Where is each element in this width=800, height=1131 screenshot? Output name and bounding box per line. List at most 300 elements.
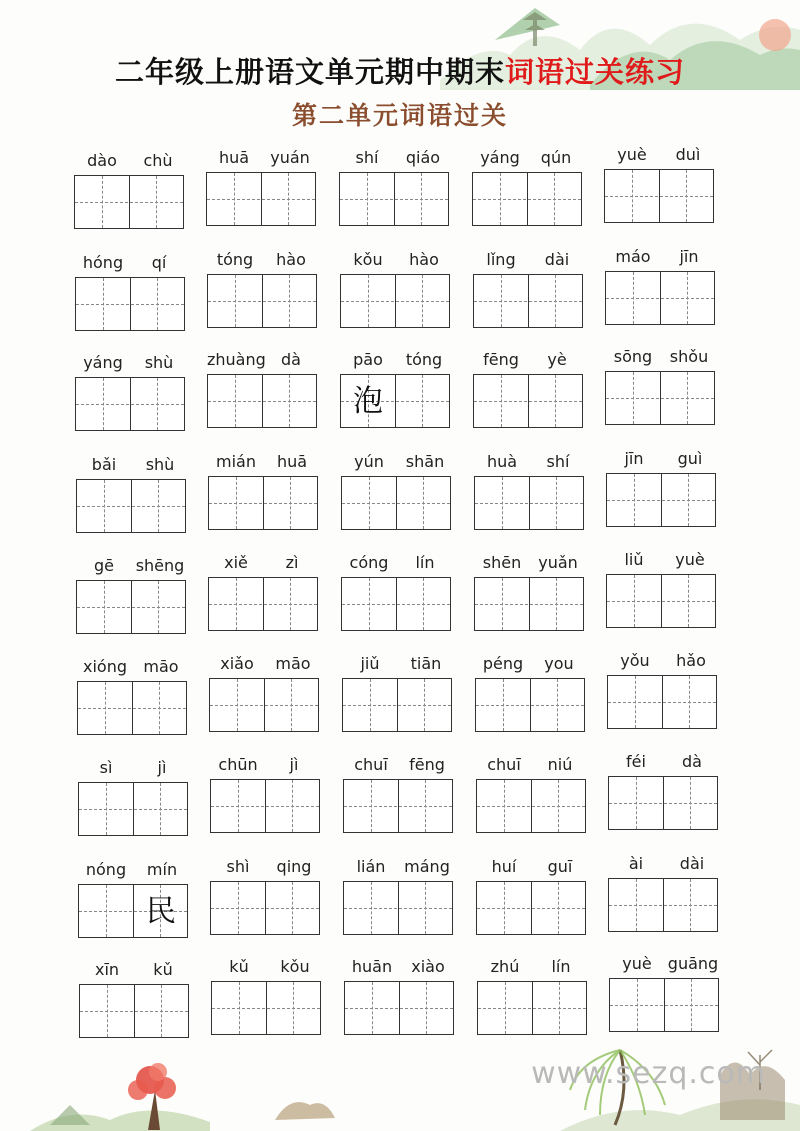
grid-guide-line [236,578,237,630]
pinyin-row [211,957,323,979]
pinyin-row [606,449,718,471]
filled-character: 泡 [353,384,383,419]
pinyin-row [474,452,586,474]
grid-guide-line [289,375,290,427]
word-item [344,957,456,1037]
grid-guide-line [288,173,289,225]
pinyin-syllable: yǒu [620,651,650,670]
grid-guide-line [103,278,104,330]
grid-guide-line [209,503,317,504]
pinyin-row [473,250,585,272]
word-item [341,553,453,633]
pinyin-syllable: bǎi [91,455,117,474]
pinyin-syllable: you [544,654,574,673]
grid-guide-line [239,982,240,1034]
pinyin-syllable: péng [482,654,524,673]
pinyin-syllable: gē [94,556,114,575]
pinyin-syllable: dà [281,350,301,369]
grid-guide-line [370,679,371,731]
word-item [211,957,323,1037]
grid-guide-line [211,908,319,909]
tianzige-writing-box[interactable] [207,274,317,328]
tianzige-writing-box[interactable] [78,782,188,836]
grid-guide-line [367,173,368,225]
pinyin-syllable: mín [146,860,178,879]
pinyin-syllable: shù [144,353,174,372]
pinyin-syllable: shēng [135,556,185,575]
pinyin-syllable: féi [626,752,646,771]
pinyin-syllable: jīn [679,247,699,266]
tianzige-writing-box[interactable] [605,271,715,325]
watermark: www.sezq.com [531,1056,766,1091]
grid-guide-line [687,372,688,424]
grid-guide-line [687,272,688,324]
pinyin-row [476,755,588,777]
pinyin-syllable: xīn [94,960,120,979]
grid-guide-line [77,607,185,608]
pinyin-syllable: pāo [353,350,383,369]
grid-guide-line [344,908,452,909]
grid-guide-line [80,1011,188,1012]
grid-guide-line [425,882,426,934]
word-item [343,857,455,937]
tianzige-writing-box[interactable] [76,580,186,634]
grid-guide-line [635,676,636,728]
tianzige-writing-box[interactable] [474,577,584,631]
word-item [473,250,585,330]
pinyin-syllable: zhú [490,957,520,976]
pinyin-syllable: mián [216,452,256,471]
grid-guide-line [475,604,583,605]
tianzige-writing-box[interactable] [340,374,450,428]
pinyin-row [75,353,187,375]
word-item [477,957,589,1037]
grid-guide-line [292,780,293,832]
word-item [474,452,586,532]
pinyin-syllable: lǐng [486,250,516,269]
grid-guide-line [504,882,505,934]
pinyin-syllable: kǒu [353,250,383,269]
grid-guide-line [634,575,635,627]
grid-guide-line [422,375,423,427]
pinyin-row [340,250,452,272]
pinyin-syllable: jiǔ [360,654,380,673]
word-item [208,553,320,633]
word-item [78,860,190,940]
tianzige-writing-box[interactable] [207,374,317,428]
word-item [74,151,186,231]
grid-guide-line [606,398,714,399]
grid-guide-line [77,506,185,507]
grid-guide-line [690,777,691,829]
tianzige-writing-box[interactable] [341,476,451,530]
tianzige-writing-box[interactable] [473,374,583,428]
grid-guide-line [423,578,424,630]
grid-guide-line [104,480,105,532]
tianzige-writing-box[interactable] [473,274,583,328]
grid-guide-line [290,578,291,630]
pinyin-syllable: shí [546,452,570,471]
grid-guide-line [208,301,316,302]
pinyin-syllable: yáng [83,353,123,372]
word-item [209,654,321,734]
grid-guide-line [556,578,557,630]
grid-guide-line [422,275,423,327]
tianzige-writing-box[interactable] [342,678,452,732]
grid-guide-line [161,985,162,1037]
grid-guide-line [76,404,184,405]
pinyin-row [606,550,718,572]
tianzige-writing-box[interactable] [606,574,716,628]
pinyin-syllable: xiě [224,553,248,572]
grid-guide-line [502,477,503,529]
pinyin-syllable: shān [405,452,445,471]
tianzige-writing-box[interactable] [206,172,316,226]
grid-guide-line [209,604,317,605]
tianzige-writing-box[interactable] [75,277,185,331]
pinyin-syllable: lián [356,857,386,876]
grid-guide-line [340,199,448,200]
pinyin-syllable: tóng [405,350,443,369]
pinyin-row [476,857,588,879]
grid-guide-line [156,176,157,228]
word-item [606,449,718,529]
word-item [76,556,188,636]
pinyin-syllable: zì [285,553,299,572]
pinyin-row [76,455,188,477]
grid-guide-line [157,278,158,330]
tianzige-writing-box[interactable] [77,681,187,735]
grid-guide-line [503,679,504,731]
pinyin-row [343,857,455,879]
grid-guide-line [293,982,294,1034]
pinyin-row [208,553,320,575]
word-item [210,755,322,835]
tianzige-writing-box[interactable] [74,175,184,229]
tianzige-writing-box[interactable] [340,274,450,328]
pinyin-syllable: huā [218,148,250,167]
tianzige-writing-box[interactable] [606,473,716,527]
pinyin-row [344,957,456,979]
pinyin-syllable: máo [615,247,651,266]
pinyin-syllable: hào [276,250,306,269]
grid-guide-line [341,301,449,302]
plum-tree-decoration [30,1050,210,1131]
tianzige-writing-box[interactable] [472,172,582,226]
tianzige-writing-box[interactable] [75,377,185,431]
pinyin-row [474,553,586,575]
grid-guide-line [633,272,634,324]
grid-guide-line [606,298,714,299]
pinyin-syllable: kǔ [229,957,249,976]
pinyin-row [75,253,187,275]
grid-guide-line [425,780,426,832]
grid-guide-line [208,401,316,402]
pinyin-syllable: xióng [83,657,127,676]
grid-guide-line [238,882,239,934]
tianzige-writing-box[interactable] [605,371,715,425]
tianzige-writing-box[interactable] [608,878,718,932]
grid-guide-line [292,882,293,934]
grid-guide-line [608,702,716,703]
tianzige-writing-box[interactable] [476,881,586,935]
tianzige-writing-box[interactable] [78,884,188,938]
grid-guide-line [501,275,502,327]
pinyin-row [607,651,719,673]
tianzige-writing-box[interactable] [208,476,318,530]
pinyin-row [78,860,190,882]
pinyin-syllable: sōng [613,347,653,366]
pinyin-syllable: yuè [617,145,647,164]
grid-guide-line [105,682,106,734]
pinyin-syllable: kǒu [280,957,310,976]
grid-guide-line [505,982,506,1034]
word-item [208,452,320,532]
pinyin-syllable: sì [99,758,113,777]
word-item [609,954,721,1034]
pinyin-syllable: jì [157,758,167,777]
grid-guide-line [500,173,501,225]
grid-guide-line [104,581,105,633]
pinyin-row [475,654,587,676]
tianzige-writing-box[interactable] [76,479,186,533]
grid-guide-line [290,477,291,529]
rock-decoration [270,1090,340,1125]
grid-guide-line [424,679,425,731]
word-item [607,651,719,731]
grid-guide-line [102,176,103,228]
pinyin-row [210,755,322,777]
word-item [207,250,319,330]
pinyin-row [339,148,451,170]
pinyin-syllable: nóng [85,860,127,879]
word-item [472,148,584,228]
grid-guide-line [160,783,161,835]
grid-guide-line [558,882,559,934]
pinyin-syllable: chuī [487,755,521,774]
pinyin-syllable: dài [679,854,705,873]
pinyin-syllable: hóng [82,253,124,272]
grid-guide-line [369,578,370,630]
grid-guide-line [555,375,556,427]
pinyin-row [342,654,454,676]
tianzige-writing-box[interactable] [476,779,586,833]
pinyin-row [473,350,585,372]
grid-guide-line [559,982,560,1034]
tianzige-writing-box[interactable] [604,169,714,223]
grid-guide-line [157,378,158,430]
pinyin-row [472,148,584,170]
pinyin-row [608,854,720,876]
grid-guide-line [686,170,687,222]
pinyin-syllable: tiān [410,654,442,673]
grid-guide-line [475,503,583,504]
tianzige-writing-box[interactable] [475,678,585,732]
grid-guide-line [372,982,373,1034]
pinyin-row [210,857,322,879]
pinyin-syllable: máng [404,857,450,876]
grid-guide-line [636,879,637,931]
word-item [341,452,453,532]
grid-guide-line [207,199,315,200]
pinyin-row [208,452,320,474]
grid-guide-line [235,275,236,327]
grid-guide-line [609,803,717,804]
pinyin-syllable: fēng [483,350,519,369]
pinyin-syllable: chūn [218,755,258,774]
word-item [77,657,189,737]
grid-guide-line [368,275,369,327]
pinyin-row [79,960,191,982]
tianzige-writing-box[interactable] [477,981,587,1035]
grid-guide-line [76,304,184,305]
pinyin-syllable: huān [351,957,393,976]
grid-guide-line [103,378,104,430]
tianzige-writing-box[interactable] [209,678,319,732]
pinyin-syllable: yuè [622,954,652,973]
grid-guide-line [107,985,108,1037]
grid-guide-line [106,885,107,937]
tianzige-writing-box[interactable] [210,779,320,833]
filled-character: 民 [146,894,176,929]
grid-guide-line [342,503,450,504]
word-item [604,145,716,225]
word-item [474,553,586,633]
pinyin-syllable: fēng [409,755,445,774]
tianzige-writing-box[interactable] [607,675,717,729]
pinyin-syllable: yè [547,350,567,369]
grid-guide-line [474,301,582,302]
grid-guide-line [79,809,187,810]
pinyin-row [77,657,189,679]
pinyin-row [477,957,589,979]
pinyin-syllable: shǒu [669,347,709,366]
word-item [606,550,718,630]
word-item [79,960,191,1040]
grid-guide-line [633,372,634,424]
pinyin-row [609,954,721,976]
pinyin-syllable: liǔ [624,550,644,569]
grid-guide-line [501,375,502,427]
grid-guide-line [502,578,503,630]
grid-guide-line [234,173,235,225]
pinyin-row [605,347,717,369]
grid-guide-line [75,202,183,203]
grid-guide-line [473,199,581,200]
pinyin-syllable: guī [547,857,573,876]
pinyin-syllable: yáng [480,148,520,167]
tianzige-writing-box[interactable] [79,984,189,1038]
pinyin-row [207,250,319,272]
tianzige-writing-box[interactable] [210,881,320,935]
grid-guide-line [556,477,557,529]
grid-guide-line [159,682,160,734]
grid-guide-line [634,474,635,526]
page-subtitle: 第二单元词语过关 [291,101,508,130]
tianzige-writing-box[interactable] [609,978,719,1032]
tianzige-writing-box[interactable] [344,981,454,1035]
word-item [473,350,585,430]
grid-guide-line [607,601,715,602]
pinyin-row [343,755,455,777]
grid-guide-line [426,982,427,1034]
pinyin-syllable: shì [226,857,250,876]
pinyin-syllable: lín [551,957,571,976]
grid-guide-line [632,170,633,222]
word-item [605,247,717,327]
tianzige-writing-box[interactable] [343,779,453,833]
tianzige-writing-box[interactable] [343,881,453,935]
grid-guide-line [342,604,450,605]
tianzige-writing-box[interactable] [339,172,449,226]
grid-guide-line [690,879,691,931]
tianzige-writing-box[interactable] [211,981,321,1035]
grid-guide-line [212,1008,320,1009]
grid-guide-line [688,474,689,526]
pinyin-syllable: māo [143,657,179,676]
grid-guide-line [554,173,555,225]
grid-guide-line [478,1008,586,1009]
grid-guide-line [474,401,582,402]
pinyin-syllable: chuī [354,755,388,774]
grid-guide-line [345,1008,453,1009]
tianzige-writing-box[interactable] [608,776,718,830]
pinyin-row [340,350,452,372]
grid-guide-line [344,806,452,807]
pinyin-syllable: qí [151,253,167,272]
pinyin-syllable: xiǎo [220,654,254,673]
tianzige-writing-box[interactable] [341,577,451,631]
pinyin-syllable: ài [628,854,644,873]
grid-guide-line [238,780,239,832]
pinyin-syllable: tóng [216,250,254,269]
grid-guide-line [237,679,238,731]
pinyin-syllable: zhuàng [207,350,266,369]
pinyin-syllable: yuǎn [538,553,578,572]
pinyin-row [78,758,190,780]
grid-guide-line [609,905,717,906]
word-item [76,455,188,535]
grid-guide-line [558,780,559,832]
word-item [75,353,187,433]
pinyin-syllable: qiáo [405,148,441,167]
pinyin-syllable: hào [409,250,439,269]
word-item [608,854,720,934]
grid-guide-line [158,480,159,532]
grid-guide-line [557,679,558,731]
pinyin-syllable: guì [677,449,703,468]
grid-guide-line [369,477,370,529]
pinyin-syllable: cóng [349,553,389,572]
word-item [206,148,318,228]
tianzige-writing-box[interactable] [208,577,318,631]
pinyin-syllable: jīn [624,449,644,468]
grid-guide-line [423,477,424,529]
title-main: 二年级上册语文单元期中期末 [114,55,505,89]
grid-guide-line [421,173,422,225]
title-highlight: 词语过关练习 [505,55,686,89]
pinyin-row [605,247,717,269]
pinyin-syllable: yuán [270,148,310,167]
grid-guide-line [235,375,236,427]
word-item [343,755,455,835]
pinyin-row [207,350,319,372]
grid-guide-line [605,196,713,197]
grid-guide-line [607,500,715,501]
pinyin-syllable: huā [276,452,308,471]
pinyin-syllable: huí [491,857,517,876]
tianzige-writing-box[interactable] [474,476,584,530]
